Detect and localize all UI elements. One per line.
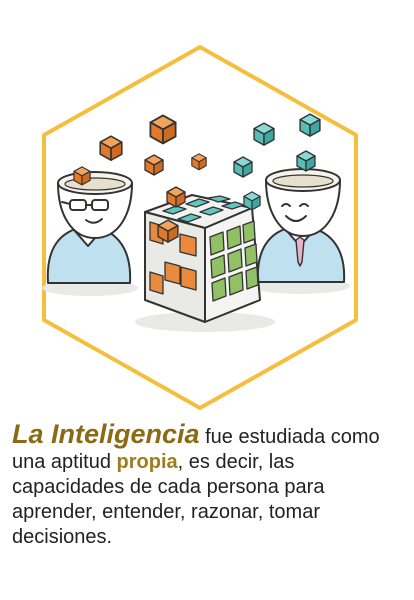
rubik-cube-icon [145,195,260,322]
caption-paragraph [12,419,407,550]
left-person-icon [48,172,132,283]
caption-text-2: , es decir, las capacidades de cada persona para aprender, entender, razonar, tomar decisiones. [12,451,325,548]
caption-highlight: propia [116,451,178,473]
caption-text-1: fue estudiada como una aptitud [12,426,380,473]
caption-title: La Inteligencia [12,419,200,449]
right-person-icon [258,169,344,282]
